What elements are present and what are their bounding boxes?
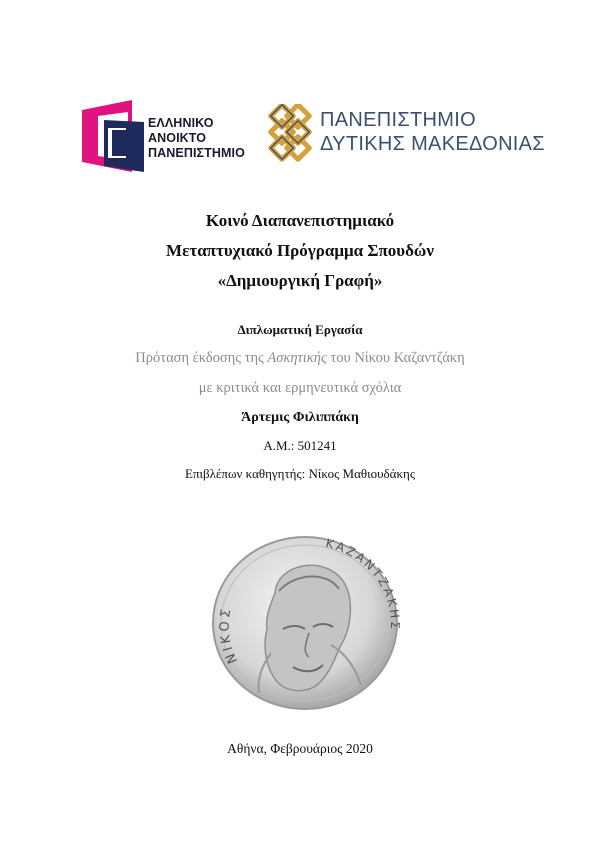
eap-logo-mark-icon bbox=[82, 100, 144, 172]
uowm-logo-text bbox=[320, 108, 545, 156]
student-id: Α.Μ.: 501241 bbox=[263, 438, 337, 453]
medal-portrait-icon bbox=[205, 533, 405, 713]
program-line-2: Μεταπτυχιακό Πρόγραμμα Σπουδών bbox=[166, 241, 434, 260]
eap-line-3: ΠΑΝΕΠΙΣΤΗΜΙΟ bbox=[148, 146, 245, 160]
thesis-title-part-2: του Νίκου Καζαντζάκη bbox=[326, 350, 465, 366]
uowm-line-1: ΠΑΝΕΠΙΣΤΗΜΙΟ bbox=[320, 109, 476, 131]
medal-inscription-right: ΚΑΖΑΝΤΖΑΚΗΣ bbox=[324, 536, 403, 632]
program-line-3: «Δημιουργική Γραφή» bbox=[217, 271, 383, 290]
supervisor: Επιβλέπων καθηγητής: Νίκος Μαθιουδάκης bbox=[185, 466, 415, 481]
author-name: Άρτεμις Φιλιππάκη bbox=[241, 410, 359, 425]
place-date: Αθήνα, Φεβρουάριος 2020 bbox=[227, 741, 373, 756]
thesis-title-part-1: Πρόταση έκδοσης της bbox=[135, 350, 268, 366]
thesis-title-line-1 bbox=[0, 350, 600, 367]
uowm-line-2: ΔΥΤΙΚΗΣ ΜΑΚΕΔΟΝΙΑΣ bbox=[320, 133, 545, 155]
thesis-label: Διπλωματική Εργασία bbox=[237, 322, 363, 337]
eap-logo bbox=[82, 100, 267, 172]
uowm-knot-emblem-icon bbox=[268, 104, 312, 162]
thesis-title-italic: Ασκητικής bbox=[267, 350, 327, 366]
eap-logo-text bbox=[148, 116, 245, 161]
uowm-logo bbox=[268, 104, 545, 164]
thesis-title-line-2: με κριτικά και ερμηνευτικά σχόλια bbox=[198, 380, 402, 396]
eap-line-2: ΑΝΟΙΚΤΟ bbox=[148, 131, 207, 145]
medal-inscription-left: ΝΙΚΟΣ bbox=[217, 605, 241, 666]
eap-line-1: ΕΛΛΗΝΙΚΟ bbox=[148, 116, 214, 130]
program-line-1: Κοινό Διαπανεπιστημιακό bbox=[205, 211, 395, 230]
